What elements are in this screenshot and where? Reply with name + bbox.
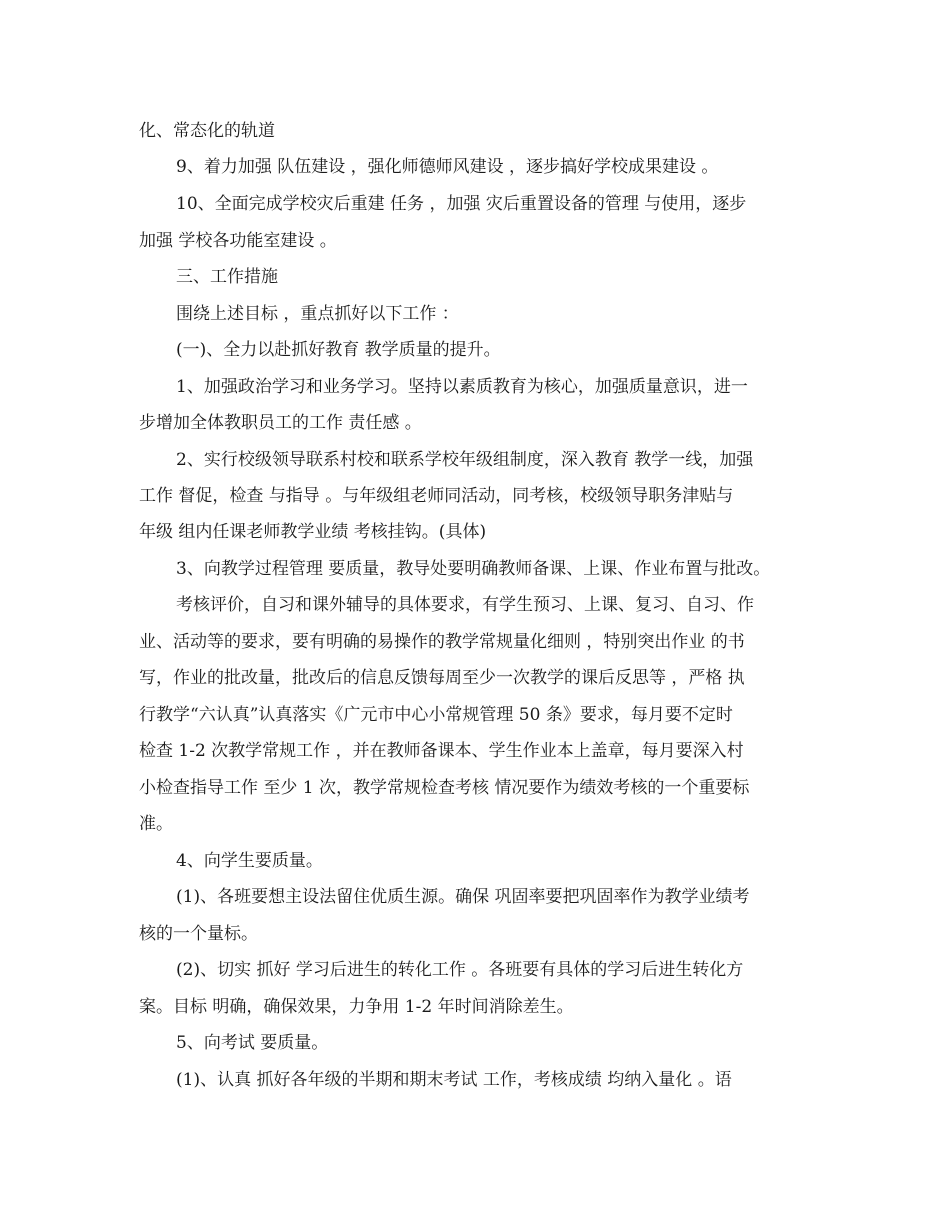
text-line: 1、加强政治学习和业务学习。坚持以素质教育为核心，加强质量意识，进一	[176, 377, 748, 397]
text-line: 考核评价，自习和课外辅导的具体要求，有学生预习、上课、复习、自习、作	[176, 595, 754, 615]
text-line: 9、着力加强 队伍建设 ，强化师德师风建设 ，逐步搞好学校成果建设 。	[176, 157, 719, 177]
text-line: 5、向考试 要质量。	[176, 1033, 329, 1053]
text-line: (2)、切实 抓好 学习后进生的转化工作 。各班要有具体的学习后进生转化方	[176, 960, 744, 980]
text-line: 步增加全体教职员工的工作 责任感 。	[139, 413, 422, 433]
text-line: 核的一个量标。	[139, 924, 258, 944]
text-line: 写，作业的批改量，批改后的信息反馈每周至少一次教学的课后反思等 ，严格 执	[139, 668, 745, 688]
text-line: 4、向学生要质量。	[176, 851, 323, 871]
text-line: (1)、认真 抓好各年级的半期和期末考试 工作，考核成绩 均纳入量化 。语	[176, 1070, 732, 1090]
text-line: 2、实行校级领导联系村校和联系学校年级组制度，深入教育 教学一线，加强	[176, 450, 754, 470]
text-line: 加强 学校各功能室建设 。	[139, 231, 337, 251]
text-line: (1)、各班要想主设法留住优质生源。确保 巩固率要把巩固率作为教学业绩考	[176, 887, 750, 907]
text-line: 10、全面完成学校灾后重建 任务 ，加强 灾后重置设备的管理 与使用，逐步	[176, 194, 747, 214]
text-line: 行教学“六认真”认真落实《广元市中心小常规管理 50 条》要求，每月要不定时	[139, 705, 733, 725]
text-line: 化、常态化的轨道	[139, 121, 275, 141]
text-line: 工作 督促，检查 与指导 。与年级组老师同活动，同考核，校级领导职务津贴与	[139, 486, 734, 506]
subsection-heading: (一)、全力以赴抓好教育 教学质量的提升。	[176, 340, 501, 360]
text-line: 案。目标 明确，确保效果，力争用 1-2 年时间消除差生。	[139, 997, 574, 1017]
section-heading: 三、工作措施	[176, 267, 278, 287]
text-line: 年级 组内任课老师教学业绩 考核挂钩。(具体)	[139, 522, 487, 542]
text-line: 准。	[139, 814, 173, 834]
text-line: 业、活动等的要求，要有明确的易操作的教学常规量化细则 ，特别突出作业 的书	[139, 632, 745, 652]
text-line: 检查 1-2 次教学常规工作 ，并在教师备课本、学生作业本上盖章，每月要深入村	[139, 741, 744, 761]
text-line: 围绕上述目标 ，重点抓好以下工作 ：	[176, 304, 459, 324]
text-line: 小检查指导工作 至少 1 次，教学常规检查考核 情况要作为绩效考核的一个重要标	[139, 778, 750, 798]
text-line: 3、向教学过程管理 要质量，教导处要明确教师备课、上课、作业布置与批改。	[176, 559, 771, 579]
